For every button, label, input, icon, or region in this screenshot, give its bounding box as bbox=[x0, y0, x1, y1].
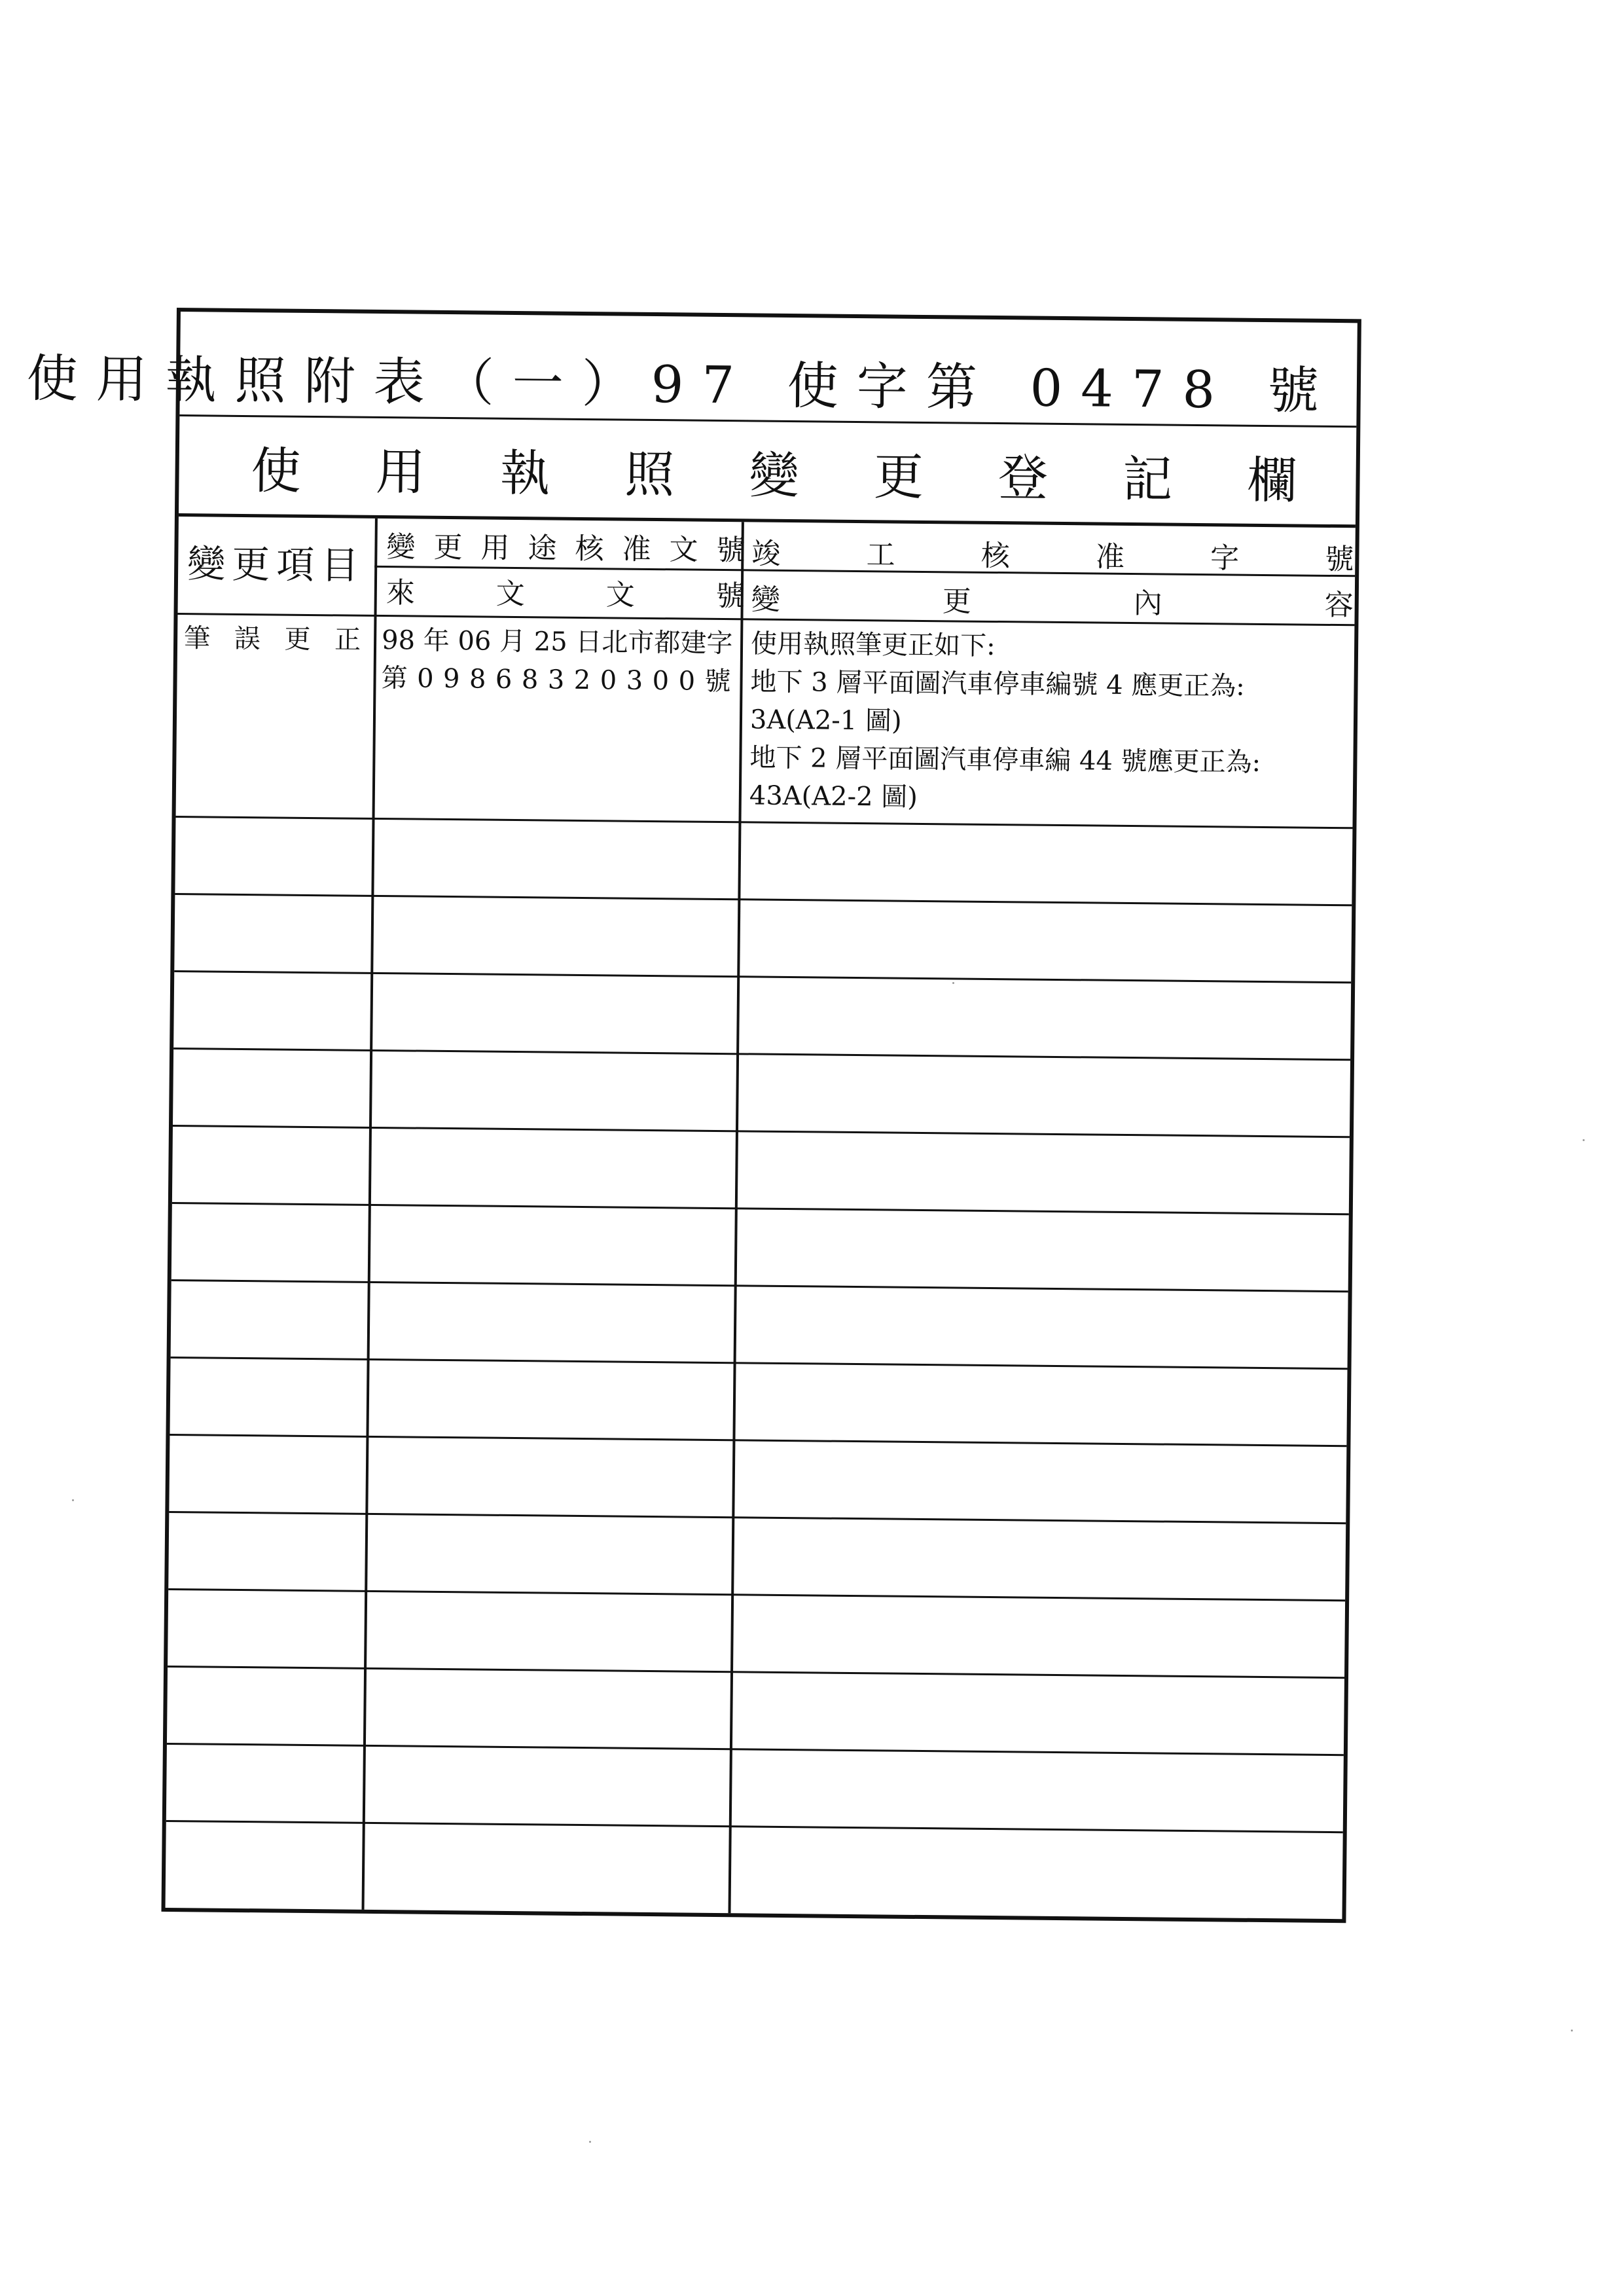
entry-doc-char: 0 bbox=[416, 663, 443, 694]
entry-content-line: 使用執照筆更正如下: bbox=[750, 629, 996, 662]
scan-speck bbox=[72, 1499, 74, 1501]
form-subtitle bbox=[251, 437, 1297, 509]
subtitle-char: 記 bbox=[1122, 449, 1173, 509]
header-char: 容 bbox=[1324, 588, 1354, 623]
entry-change-item bbox=[184, 619, 371, 659]
entry-doc-char: 8 bbox=[469, 664, 495, 695]
row-divider bbox=[171, 1357, 1348, 1370]
entry-item-char: 正 bbox=[334, 625, 361, 655]
header-char: 准 bbox=[1095, 540, 1125, 574]
row-divider bbox=[166, 1820, 1343, 1833]
header-change-content bbox=[751, 575, 1354, 623]
entry-item-char: 誤 bbox=[234, 623, 261, 655]
header-char: 工 bbox=[866, 538, 895, 572]
header-char: 號 bbox=[715, 579, 746, 613]
row-divider bbox=[175, 893, 1352, 906]
header-char: 內 bbox=[1133, 587, 1162, 621]
header-char: 准 bbox=[622, 532, 651, 566]
entry-doc-char: 3 bbox=[547, 665, 574, 695]
header-char: 文 bbox=[605, 578, 636, 612]
entry-item-text bbox=[184, 619, 361, 659]
entry-content-line: 地下 2 層平面圖汽車停車編 44 號應更正為: bbox=[749, 742, 1261, 778]
scan-speck bbox=[1583, 1139, 1585, 1141]
column-divider bbox=[728, 522, 744, 1913]
header-char: 核 bbox=[575, 532, 604, 566]
subtitle-char: 登 bbox=[998, 448, 1049, 507]
subtitle-char: 用 bbox=[375, 442, 426, 501]
row-divider bbox=[173, 1048, 1350, 1061]
entry-doc-line bbox=[381, 659, 740, 701]
entry-doc-char: 6 bbox=[495, 664, 522, 695]
header-char: 途 bbox=[528, 532, 557, 566]
scan-speck bbox=[1571, 2030, 1573, 2032]
header-char: 號 bbox=[1325, 542, 1354, 577]
scan-speck bbox=[952, 982, 954, 984]
entry-item-char: 筆 bbox=[183, 623, 211, 654]
entry-doc-char: 3 bbox=[626, 665, 653, 696]
scan-speck bbox=[589, 2141, 591, 2143]
entry-doc-char: 9 bbox=[442, 663, 469, 695]
entry-content-line: 地下 3 層平面圖汽車停車編號 4 應更正為: bbox=[750, 666, 1245, 702]
header-char: 號 bbox=[716, 533, 746, 568]
row-divider bbox=[167, 1743, 1344, 1756]
header-incoming-doc-number bbox=[386, 569, 746, 614]
entry-doc-char: 8 bbox=[521, 665, 548, 695]
entry-doc-line: 98 年 06 月 25 日北市都建字 bbox=[381, 625, 733, 659]
usage-license-change-form bbox=[26, 308, 1361, 1923]
row-divider bbox=[172, 1202, 1349, 1215]
entry-doc-char: 2 bbox=[573, 665, 600, 696]
row-divider bbox=[171, 1279, 1348, 1292]
header-completion-approval-number bbox=[751, 530, 1354, 577]
header-char: 文 bbox=[495, 577, 526, 611]
header-approval-doc-number bbox=[386, 523, 746, 568]
entry-content-line: 43A(A2-2 圖) bbox=[749, 780, 918, 812]
row-divider bbox=[174, 970, 1351, 983]
entry-doc-char: 0 bbox=[678, 666, 705, 697]
header-char: 變 bbox=[751, 583, 781, 617]
subtitle-char: 欄 bbox=[1247, 450, 1297, 509]
row-divider bbox=[168, 1666, 1344, 1679]
subtitle-char: 執 bbox=[499, 443, 550, 502]
entry-change-content bbox=[749, 625, 1262, 819]
header-char: 竣 bbox=[751, 537, 781, 571]
entry-doc-number bbox=[381, 621, 740, 701]
entry-doc-char: 號 bbox=[704, 666, 740, 697]
row-divider bbox=[170, 1434, 1346, 1447]
entry-content-line: 3A(A2-1 圖) bbox=[749, 704, 902, 737]
row-divider bbox=[168, 1588, 1345, 1601]
entry-doc-char: 0 bbox=[600, 665, 626, 696]
subtitle-char: 照 bbox=[624, 445, 675, 503]
header-char: 文 bbox=[669, 533, 698, 567]
header-char: 字 bbox=[1210, 541, 1240, 575]
entry-item-char: 更 bbox=[284, 624, 311, 655]
column-divider bbox=[362, 519, 378, 1910]
header-char: 變 bbox=[386, 530, 416, 564]
header-char: 更 bbox=[433, 530, 463, 565]
header-char: 核 bbox=[980, 539, 1011, 574]
form-title-row bbox=[26, 312, 1357, 428]
header-char: 更 bbox=[942, 585, 971, 619]
header-char: 用 bbox=[480, 531, 510, 565]
subtitle-char: 使 bbox=[251, 441, 302, 500]
header-change-item: 變更項目 bbox=[187, 541, 366, 588]
subtitle-char: 更 bbox=[873, 446, 924, 506]
entry-doc-char: 0 bbox=[652, 666, 679, 697]
header-char: 來 bbox=[386, 576, 416, 610]
subtitle-char: 變 bbox=[749, 445, 800, 505]
form-title: 使用執照附表（一）97 使字第 0478 號 bbox=[26, 349, 1338, 422]
form-subtitle-row bbox=[179, 416, 1356, 528]
row-divider bbox=[173, 1125, 1350, 1138]
entry-doc-char: 第 bbox=[381, 663, 417, 694]
row-divider bbox=[169, 1511, 1346, 1524]
